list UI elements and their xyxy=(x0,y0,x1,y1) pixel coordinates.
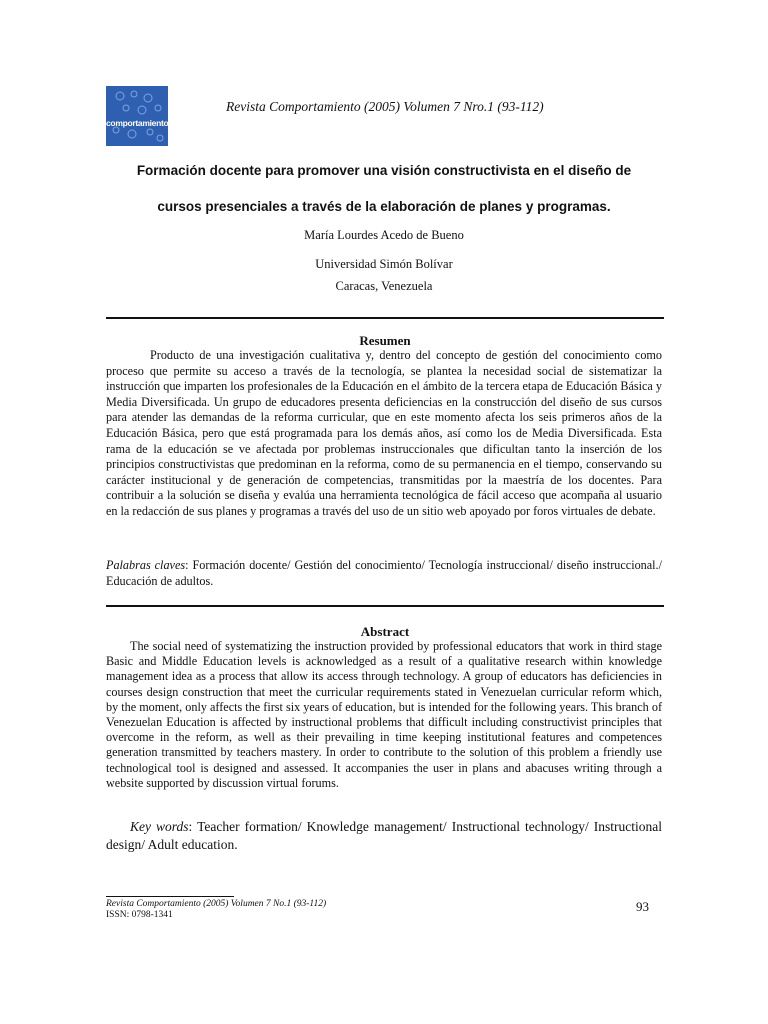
divider-top xyxy=(106,317,664,319)
affiliation: Universidad Simón Bolívar xyxy=(315,257,453,271)
footnote-rule xyxy=(106,896,234,897)
divider-middle xyxy=(106,605,664,607)
resumen-body: Producto de una investigación cualitativa y, dentro del concepto de gestión del conocimiento como proceso que permite su acceso a través de la tecnología, se plantea la necesidad social de sistematizar la instrucción que imparten los profesionales de la Educación en el ámbito de la tercera etapa de Educación Básica y Media Diversificada. Un grupo de educadores presenta deficiencias en la construcción del diseño de sus cursos para atender las demandas de la reforma curricular, que en este momento afecta los seis primeros años de la Educación Básica, pero que está programada para los demás años, así como los de Media Diversificada. Esta rama de la educación se ve afectada por problemas instruccionales que dificultan tanto la inserción de los principios constructivistas que predominan en la reforma, como de su permanencia en el tiempo, conservando su carácter institucional y de generación de competencias, transmitidas por la maestría de los docentes. Para contribuir a la solución se diseña y evalúa una herramienta tecnológica de fácil acceso que acompaña al usuario en la redacción de sus planes y programas a través del uso de un sitio web apoyado por foros virtuales de debate. xyxy=(106,348,662,518)
resumen-keywords-text: : Formación docente/ Gestión del conocimiento/ Tecnología instruccional/ diseño instruccional./ Educación de adultos. xyxy=(106,558,662,588)
footer-issn: ISSN: 0798-1341 xyxy=(106,910,173,920)
title-line-2: cursos presenciales a través de la elaboración de planes y programas. xyxy=(157,199,611,214)
journal-header: Revista Comportamiento (2005) Volumen 7 Nro.1 (93-112) xyxy=(226,99,544,114)
location: Caracas, Venezuela xyxy=(335,279,433,293)
footer-citation: Revista Comportamiento (2005) Volumen 7 No.1 (93-112) xyxy=(106,899,327,909)
author: María Lourdes Acedo de Bueno xyxy=(304,228,464,242)
abstract-body: The social need of systematizing the instruction provided by professional educators that work in third stage Basic and Middle Education levels is acknowledged as a result of a qualitative research within knowledge management idea as a process that allow its access through technology. A group of educators has deficiencies in courses design construction that meet the curricular requirements stated in Venezuelan curricular reform which, by the moment, only affects the first six years of education, but is intended for the following years. This branch of Venezuelan Education is affected by instructional problems that difficult including constructivist principles that overcome in the reform, as well as their prevailing in time keeping institutional features and competences generation transmitted by teachers mastery. In order to contribute to the solution of this problem a friendly use technological tool is designed and assessed. It accompanies the user in plans and abacuses writing through a website supported by discussion virtual forums. xyxy=(106,639,662,790)
title-line-1: Formación docente para promover una visión constructivista en el diseño de xyxy=(136,163,632,178)
abstract-heading: Abstract xyxy=(360,624,410,639)
resumen-keywords xyxy=(106,557,662,589)
paper-title xyxy=(100,160,668,232)
resumen-keywords-label: Palabras claves xyxy=(106,558,186,572)
journal-logo xyxy=(106,86,168,146)
abstract-keywords-label: Key words xyxy=(130,819,189,834)
abstract-keywords xyxy=(106,818,662,854)
logo-text: comportamiento xyxy=(106,118,168,128)
resumen-heading: Resumen xyxy=(359,333,411,348)
abstract-keywords-text: : Teacher formation/ Knowledge management/ Instructional technology/ Instructional design/ Adult education. xyxy=(106,819,662,852)
logo-pattern-icon xyxy=(106,86,168,146)
page-number: 93 xyxy=(636,899,649,914)
